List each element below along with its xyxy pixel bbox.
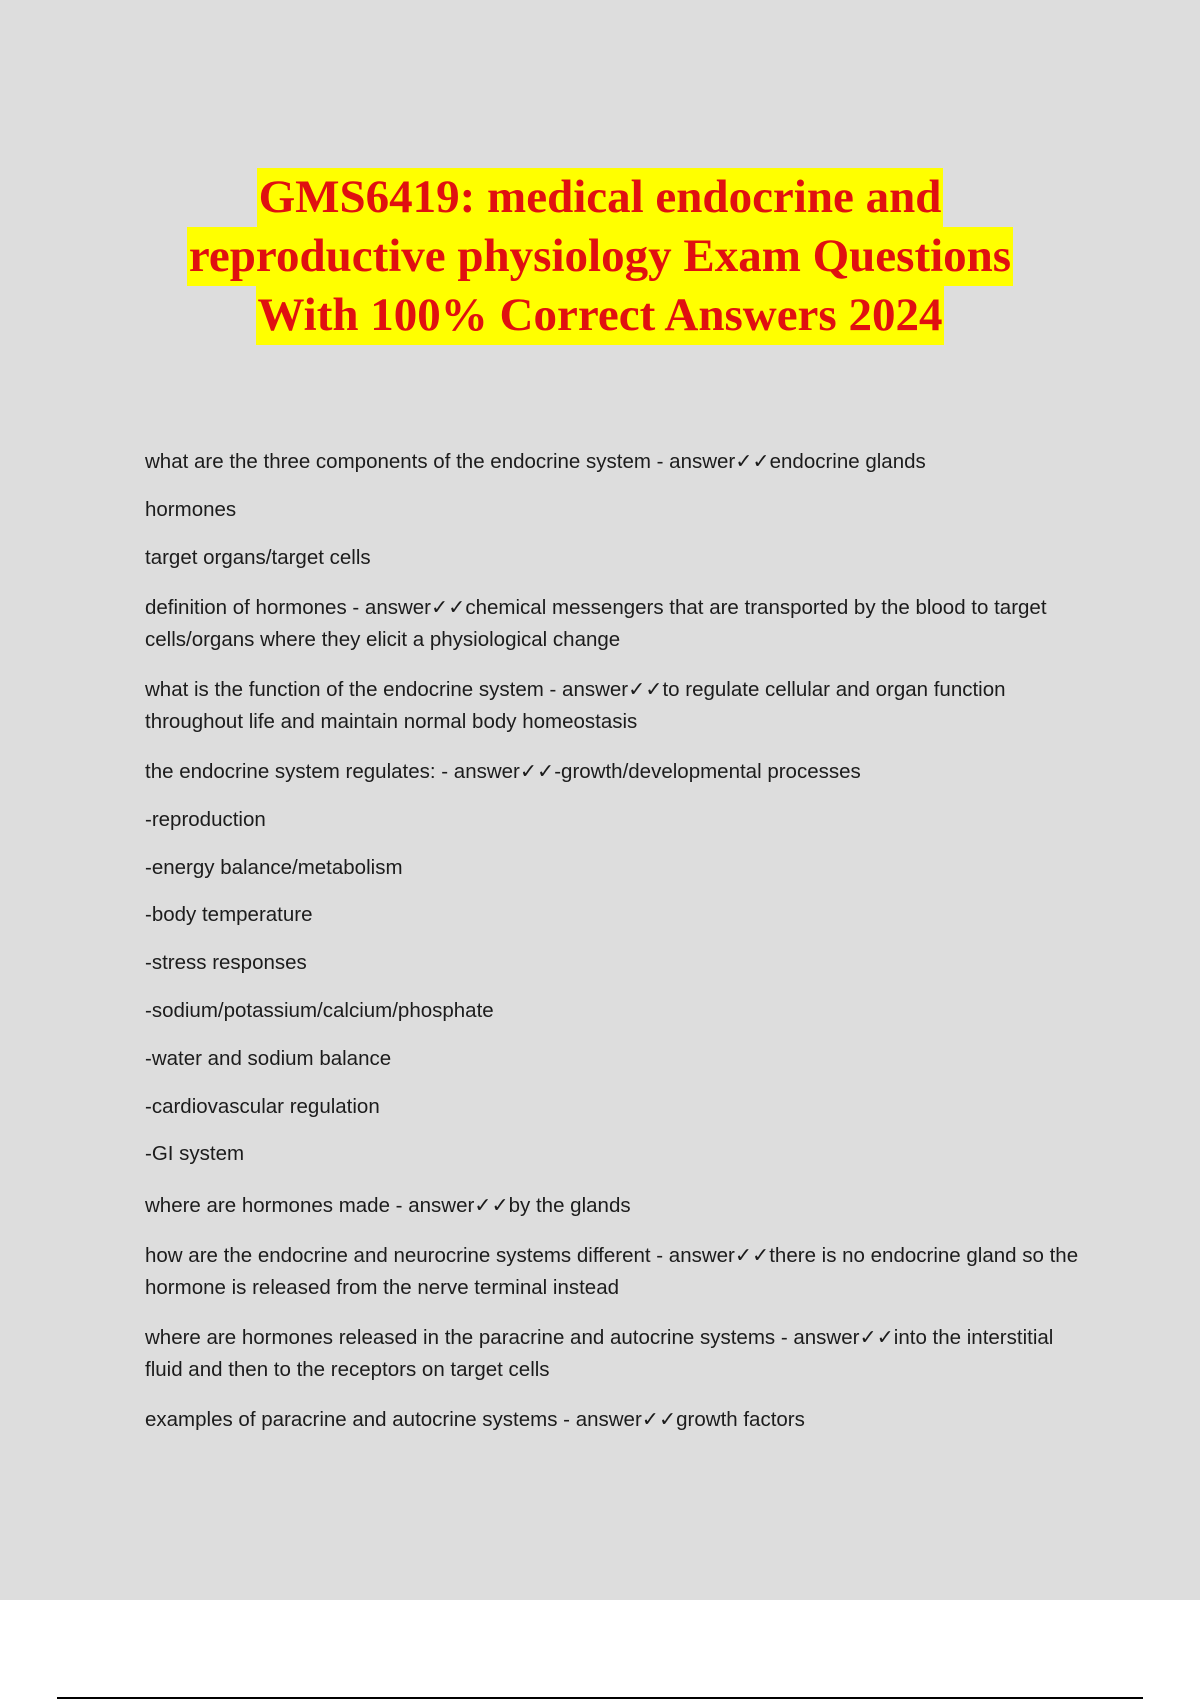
answer-line: -energy balance/metabolism <box>145 856 403 879</box>
question-paragraph: where are hormones released in the paracrine and autocrine systems - answer✓✓into the interstitial fluid and then to the receptors on target cells <box>145 1326 1054 1381</box>
footer-divider <box>57 1697 1143 1699</box>
answer-line: -body temperature <box>145 903 313 926</box>
question-paragraph: how are the endocrine and neurocrine systems different - answer✓✓there is no endocrine gland so the hormone is released from the nerve terminal instead <box>145 1244 1079 1299</box>
question-paragraph: what are the three components of the endocrine system - answer✓✓endocrine glands <box>145 450 926 473</box>
question-paragraph: examples of paracrine and autocrine systems - answer✓✓growth factors <box>145 1408 805 1431</box>
answer-line: -cardiovascular regulation <box>145 1095 380 1118</box>
question-paragraph: what is the function of the endocrine system - answer✓✓to regulate cellular and organ function throughout life and maintain normal body homeostasis <box>145 678 1006 733</box>
title-line: reproductive physiology Exam Questions <box>187 227 1013 286</box>
title-line: With 100% Correct Answers 2024 <box>256 286 945 345</box>
question-paragraph: the endocrine system regulates: - answer✓✓-growth/developmental processes <box>145 760 861 783</box>
answer-line: -stress responses <box>145 951 307 974</box>
answer-line: -sodium/potassium/calcium/phosphate <box>145 999 494 1022</box>
question-paragraph: where are hormones made - answer✓✓by the glands <box>145 1194 631 1217</box>
answer-line: target organs/target cells <box>145 546 371 569</box>
answer-line: -water and sodium balance <box>145 1047 392 1070</box>
answer-line: -reproduction <box>145 808 266 831</box>
document-body <box>145 446 1085 1436</box>
answer-line: hormones <box>145 498 237 521</box>
answer-line: -GI system <box>145 1142 245 1165</box>
document-title <box>0 168 1200 345</box>
title-line: GMS6419: medical endocrine and <box>257 168 944 227</box>
question-paragraph: definition of hormones - answer✓✓chemical messengers that are transported by the blood to target cells/organs where they elicit a physiological change <box>145 596 1047 651</box>
